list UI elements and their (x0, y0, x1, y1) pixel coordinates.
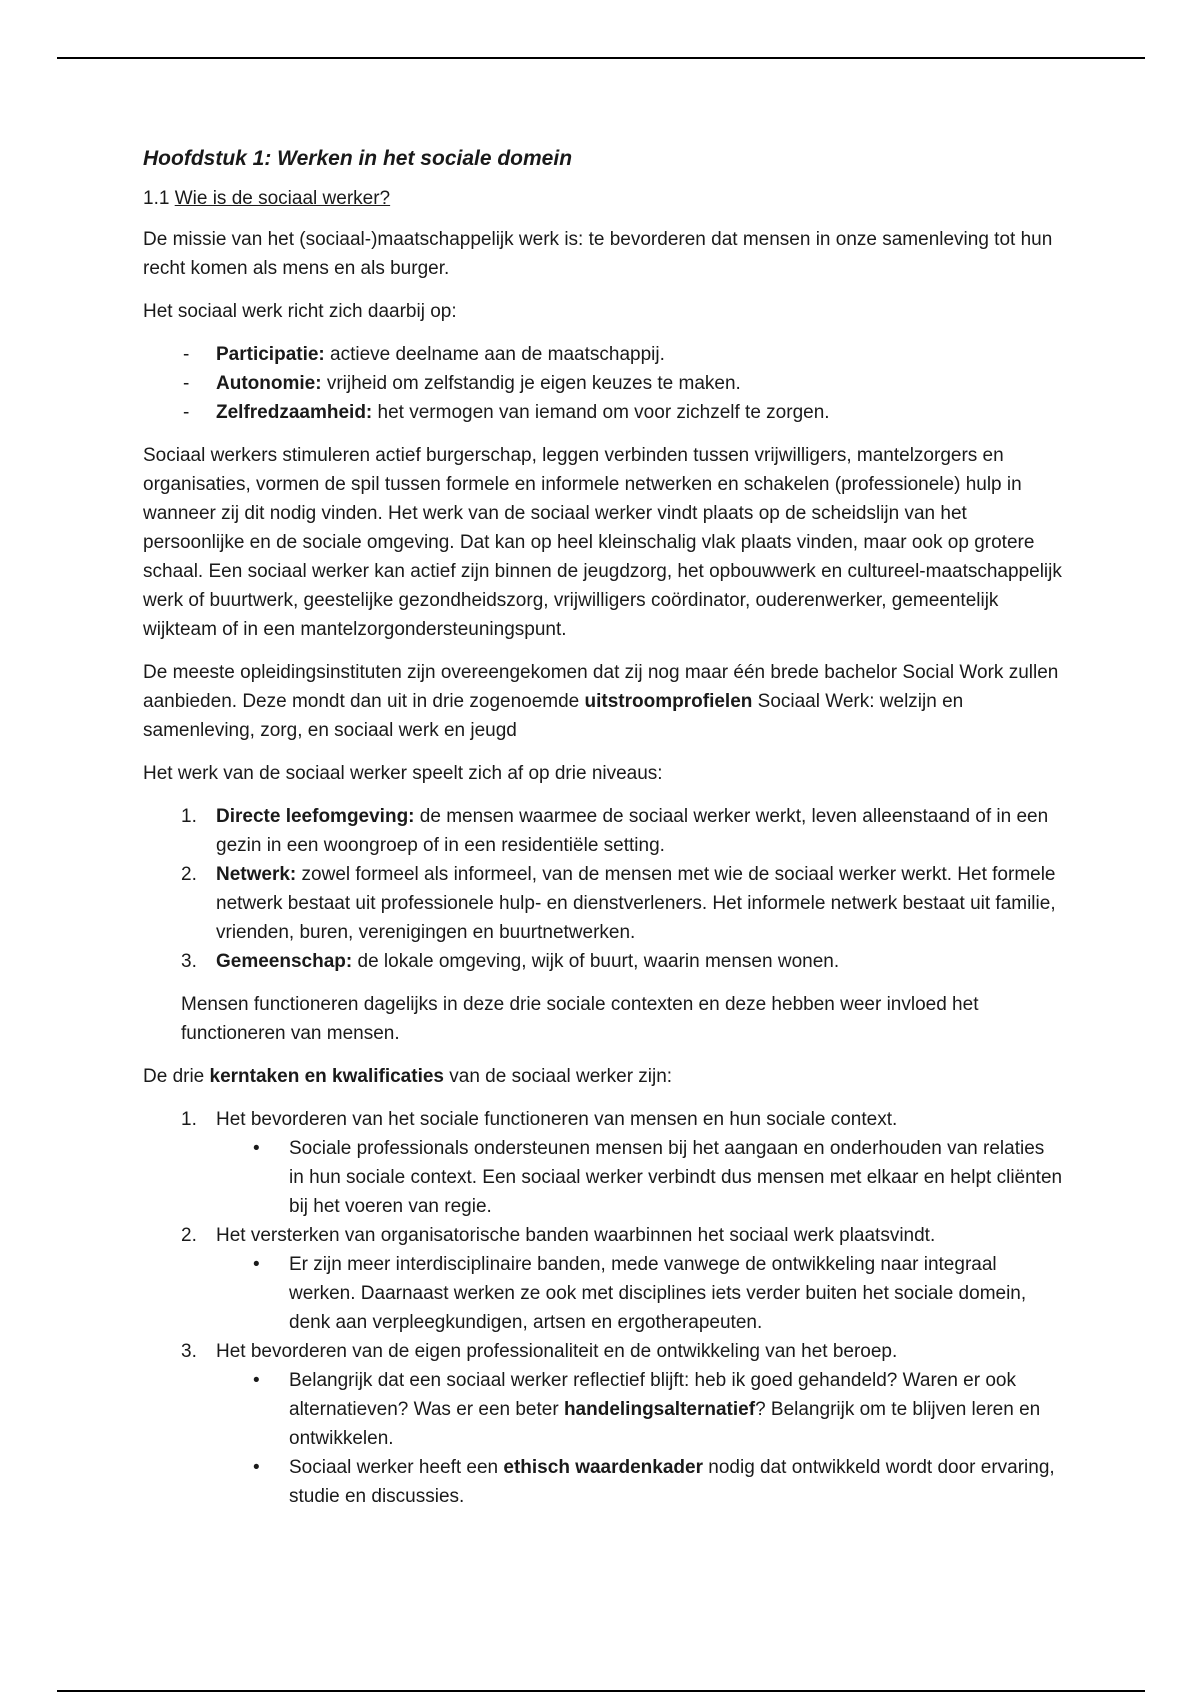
bold-term: kerntaken en kwalificaties (209, 1066, 444, 1087)
list-item (143, 1105, 1063, 1221)
section-title: Wie is de sociaal werker? (174, 188, 391, 209)
paragraph-mission: De missie van het (sociaal-)maatschappelijk werk is: te bevorderen dat mensen in onze samenleving tot hun recht komen als mens en als burger. (143, 229, 1053, 279)
list-number: 2. (181, 1225, 197, 1246)
list-item (143, 1337, 1063, 1511)
text-span: ? Belangrijk om te blijven leren en ontwikkelen. (289, 1399, 1041, 1449)
level-term: Gemeenschap: (216, 951, 353, 972)
focus-text: het vermogen van iemand om voor zichzelf te zorgen. (372, 402, 830, 423)
list-number: 1. (181, 806, 197, 827)
level-term: Netwerk: (216, 864, 297, 885)
list-item (143, 802, 1063, 860)
document-body (143, 140, 1063, 1525)
levels-list (143, 802, 1063, 976)
footer-rule (57, 1690, 1145, 1692)
section-heading (143, 184, 1063, 213)
text-span: Belangrijk dat een sociaal werker reflectief blijft: heb ik goed gehandeld? Waren er ook alternatieven? Was er een beter (289, 1370, 1016, 1420)
text-span: Er zijn meer interdisciplinaire banden, mede vanwege de ontwikkeling naar integraal werken. Daarnaast werken ze ook met disciplines iets verder buiten het sociale domein, denk aan verpleegkundigen, artsen en ergotherapeuten. (289, 1254, 1027, 1333)
list-item (143, 369, 1063, 398)
bold-term: handelingsalternatief (563, 1399, 756, 1420)
list-item (143, 947, 1063, 976)
bullet-item (143, 1134, 1063, 1221)
text-span: nodig dat ontwikkeld wordt door ervaring, studie en discussies. (289, 1457, 1055, 1507)
paragraph-tasks-intro (143, 1062, 1063, 1091)
list-item (143, 398, 1063, 427)
text-span: Sociale professionals ondersteunen mensen bij het aangaan en onderhouden van relaties in hun sociale context. Een sociaal werker verbindt dus mensen met elkaar en helpt cliënten bij het voeren van regie. (289, 1138, 1063, 1217)
list-number: 1. (181, 1109, 197, 1130)
paragraph-contexts: Mensen functioneren dagelijks in deze drie sociale contexten en deze hebben weer invloed het functioneren van mensen. (181, 994, 979, 1044)
bold-term: ethisch waardenkader (503, 1457, 703, 1478)
header-rule (57, 57, 1145, 59)
text-span: De meeste opleidingsinstituten zijn overeengekomen dat zij nog maar één brede bachelor Social Work zullen aanbieden. Deze mondt dan uit in drie zogenoemde (143, 662, 1059, 712)
bold-term: uitstroomprofielen (584, 691, 753, 712)
task-bullets (216, 1134, 1063, 1221)
focus-text: vrijheid om zelfstandig je eigen keuzes te maken. (321, 373, 741, 394)
dash-bullet-icon: - (183, 344, 190, 365)
level-text: de lokale omgeving, wijk of buurt, waarin mensen wonen. (352, 951, 840, 972)
text-span: De drie (143, 1066, 210, 1087)
focus-text: actieve deelname aan de maatschappij. (324, 344, 665, 365)
bullet-dot-icon: • (253, 1254, 260, 1275)
chapter-title: Hoofdstuk 1: Werken in het sociale domein (143, 147, 573, 170)
tasks-list (143, 1105, 1063, 1511)
paragraph-levels-intro: Het werk van de sociaal werker speelt zich af op drie niveaus: (143, 763, 663, 784)
task-bullets (216, 1366, 1063, 1511)
list-item (143, 340, 1063, 369)
list-number: 3. (181, 951, 197, 972)
task-bullets (216, 1250, 1063, 1337)
task-text: Het bevorderen van het sociale functioneren van mensen en hun sociale context. (216, 1109, 898, 1130)
bullet-dot-icon: • (253, 1457, 260, 1478)
bullet-item (143, 1366, 1063, 1453)
focus-list (143, 340, 1063, 427)
list-number: 3. (181, 1341, 197, 1362)
paragraph-social-workers: Sociaal werkers stimuleren actief burgerschap, leggen verbinden tussen vrijwilligers, mantelzorgers en organisaties, vormen de spil tussen formele en informele netwerken en schakelen (professionele) hulp in wanneer zij dit nodig vinden. Het werk van de sociaal werker vindt plaats op de scheidslijn van het persoonlijke en de sociale omgeving. Dat kan op heel kleinschalig vlak plaats vinden, maar ook op grotere schaal. Een sociaal werker kan actief zijn binnen de jeugdzorg, het opbouwwerk en cultureel-maatschappelijk werk of buurtwerk, geestelijke gezondheidszorg, vrijwilligers coördinator, ouderenwerker, gemeentelijk wijkteam of in een mantelzorgondersteuningspunt. (143, 445, 1062, 640)
task-text: Het versterken van organisatorische banden waarbinnen het sociaal werk plaatsvindt. (216, 1225, 936, 1246)
focus-term: Participatie: (216, 344, 325, 365)
section-number: 1.1 (143, 188, 170, 209)
focus-term: Autonomie: (216, 373, 322, 394)
paragraph-focus-intro: Het sociaal werk richt zich daarbij op: (143, 301, 457, 322)
text-span: van de sociaal werker zijn: (443, 1066, 673, 1087)
text-span: Sociaal Werk: welzijn en samenleving, zorg, en sociaal werk en jeugd (143, 691, 964, 741)
level-text: de mensen waarmee de sociaal werker werkt, leven alleenstaand of in een gezin in een woongroep of in een residentiële setting. (216, 806, 1049, 856)
level-text: zowel formeel als informeel, van de mensen met wie de sociaal werker werkt. Het formele netwerk bestaat uit professionele hulp- en dienstverleners. Het informele netwerk bestaat uit familie, vrienden, buren, verenigingen en buurtnetwerken. (216, 864, 1056, 943)
bullet-dot-icon: • (253, 1138, 260, 1159)
list-item (143, 1221, 1063, 1337)
level-term: Directe leefomgeving: (216, 806, 415, 827)
dash-bullet-icon: - (183, 373, 190, 394)
list-item (143, 860, 1063, 947)
bullet-item (143, 1453, 1063, 1511)
paragraph-education (143, 658, 1063, 745)
task-text: Het bevorderen van de eigen professionaliteit en de ontwikkeling van het beroep. (216, 1341, 898, 1362)
text-span: Sociaal werker heeft een (289, 1457, 504, 1478)
bullet-item (143, 1250, 1063, 1337)
bullet-dot-icon: • (253, 1370, 260, 1391)
list-number: 2. (181, 864, 197, 885)
dash-bullet-icon: - (183, 402, 190, 423)
focus-term: Zelfredzaamheid: (216, 402, 373, 423)
